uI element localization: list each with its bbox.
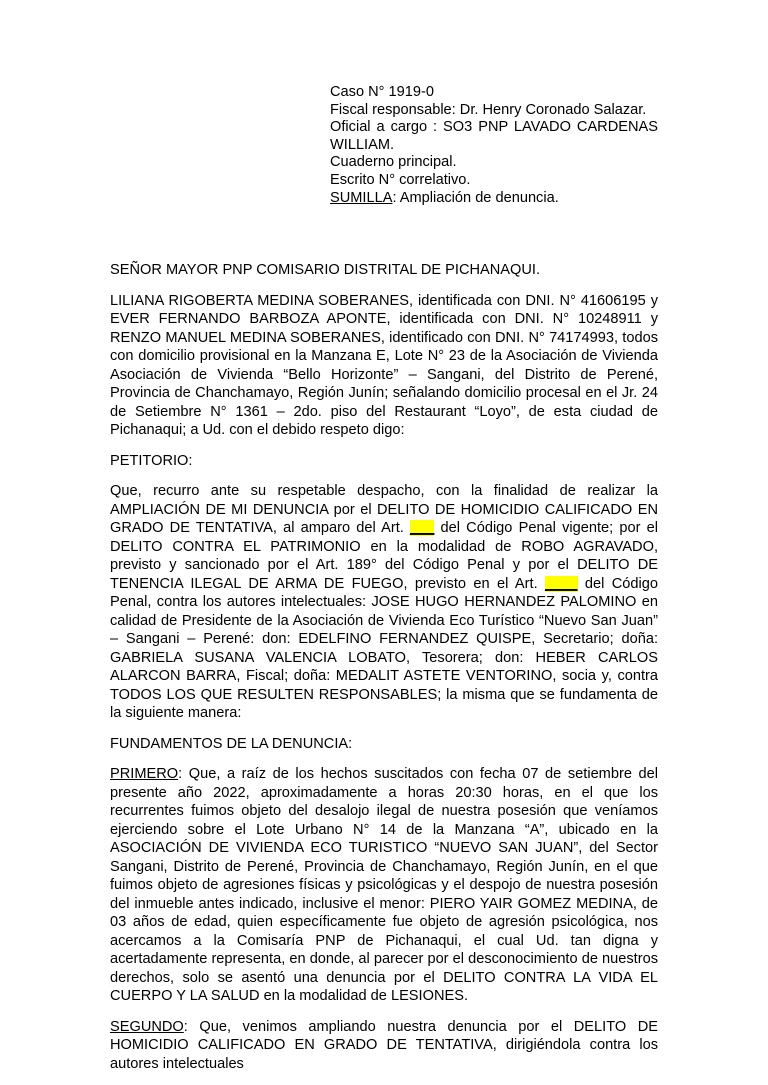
case-header xyxy=(330,84,658,207)
summary-line xyxy=(330,190,658,208)
document-body xyxy=(110,261,658,1085)
notebook-line: Cuaderno principal. xyxy=(330,154,457,171)
segundo-text: : Que, venimos ampliando nuestra denuncia por el DELITO DE HOMICIDIO CALIFICADO EN GRADO DE TENTATIVA, dirigiéndola contra los autores intelectuales xyxy=(110,1018,658,1072)
petitorio-text-3: del Código Penal, contra los autores intelectuales: JOSE HUGO HERNANDEZ PALOMINO en calidad de Presidente de la Asociación de Vivienda Eco Turístico “Nuevo San Juan” – Sangani – Perené: don: EDELFINO FERNANDEZ QUISPE, Secretario; doña: GABRIELA SUSANA VALENCIA LOBATO, Tesorera; don: HEBER CARLOS ALARCON BARRA, Fiscal; doña: MEDALIT ASTETE VENTORINO, socia y, contra TODOS LOS QUE RESULTEN RESPONSABLES; la misma que se fundamenta de la siguiente manera: xyxy=(110,575,658,721)
petitorio-text-1: Que, recurro ante su respetable despacho, con la finalidad de realizar la AMPLIACIÓN DE MI DENUNCIA por el DELITO DE HOMICIDIO CALIFICADO EN GRADO DE TENTATIVA, al amparo del Art. xyxy=(110,483,658,536)
primero-text: : Que, a raíz de los hechos suscitados con fecha 07 de setiembre del presente año 2022, aproximadamente a horas 20:30 horas, en el que los recurrentes fuimos objeto del desalojo ilegal de nuestra posesión que veníamos ejerciendo sobre el Lote Urbano N° 14 de la Manzana “A”, ubicado en la ASOCIACIÓN DE VIVIENDA ECO TURISTICO “NUEVO SAN JUAN”, del Sector Sangani, Distrito de Perené, Provincia de Chanchamayo, Región Junín, en el que fuimos objeto de agresiones físicas y psicológicas y el despojo de nuestra posesión del inmueble antes indicado, inclusive el menor: PIERO YAIR GOMEZ MEDINA, de 03 años de edad, quien específicamente fue objeto de agresión psicológica, nos acercamos a la Comisaría PNP de Pichanaqui, el cual Ud. tan digna y acertadamente representa, en donde, al parecer por el desconocimiento de nuestros derechos, solo se asentó una denuncia por el DELITO CONTRA LA VIDA EL CUERPO Y LA SALUD en la modalidad de LESIONES. xyxy=(110,766,658,1004)
case-number: Caso N° 1919-0 xyxy=(330,84,434,100)
summary-label: SUMILLA xyxy=(330,189,393,206)
prosecutor-line: Fiscal responsable: Dr. Henry Coronado Salazar. xyxy=(330,101,647,118)
petitorio-text-2: del Código Penal vigente; por el DELITO CONTRA EL PATRIMONIO en la modalidad de ROBO AGRAVADO, previsto y sancionado por el Art. 189° del Código Penal y por el DELITO DE TENENCIA ILEGAL DE ARMA DE FUEGO, previsto en el Art. xyxy=(110,520,658,592)
petitorio-paragraph xyxy=(110,482,658,723)
highlighted-blank-article-1: ___ xyxy=(410,520,435,536)
petitorio-heading: PETITORIO: xyxy=(110,452,193,469)
highlighted-blank-article-2: ____ xyxy=(545,575,578,592)
summary-text: : Ampliación de denuncia. xyxy=(392,189,559,206)
addressee: SEÑOR MAYOR PNP COMISARIO DISTRITAL DE PICHANAQUI. xyxy=(110,262,541,278)
fundamentos-heading: FUNDAMENTOS DE LA DENUNCIA: xyxy=(110,735,353,752)
filing-line: Escrito N° correlativo. xyxy=(330,171,471,188)
officer-line: Oficial a cargo : SO3 PNP LAVADO CARDENAS WILLIAM. xyxy=(330,119,658,153)
primero-label: PRIMERO xyxy=(110,766,179,782)
segundo-label: SEGUNDO xyxy=(110,1018,184,1035)
intro-paragraph: LILIANA RIGOBERTA MEDINA SOBERANES, identificada con DNI. N° 41606195 y EVER FERNANDO BARBOZA APONTE, identificada con DNI. N° 10248911 y RENZO MANUEL MEDINA SOBERANES, identificado con DNI. N° 74174993, todos con domicilio provisional en la Manzana E, Lote N° 23 de la Asociación de Vivienda Asociación de Vivienda “Bello Horizonte” – Sangani, del Distrito de Perené, Provincia de Chanchamayo, Región Junín; señalando domicilio procesal en el Jr. 24 de Setiembre N° 1361 – 2do. piso del Restaurant “Loyo”, de esta ciudad de Pichanaqui; a Ud. con el debido respeto digo: xyxy=(110,292,658,438)
primero-paragraph xyxy=(110,765,658,1006)
segundo-paragraph xyxy=(110,1018,658,1074)
